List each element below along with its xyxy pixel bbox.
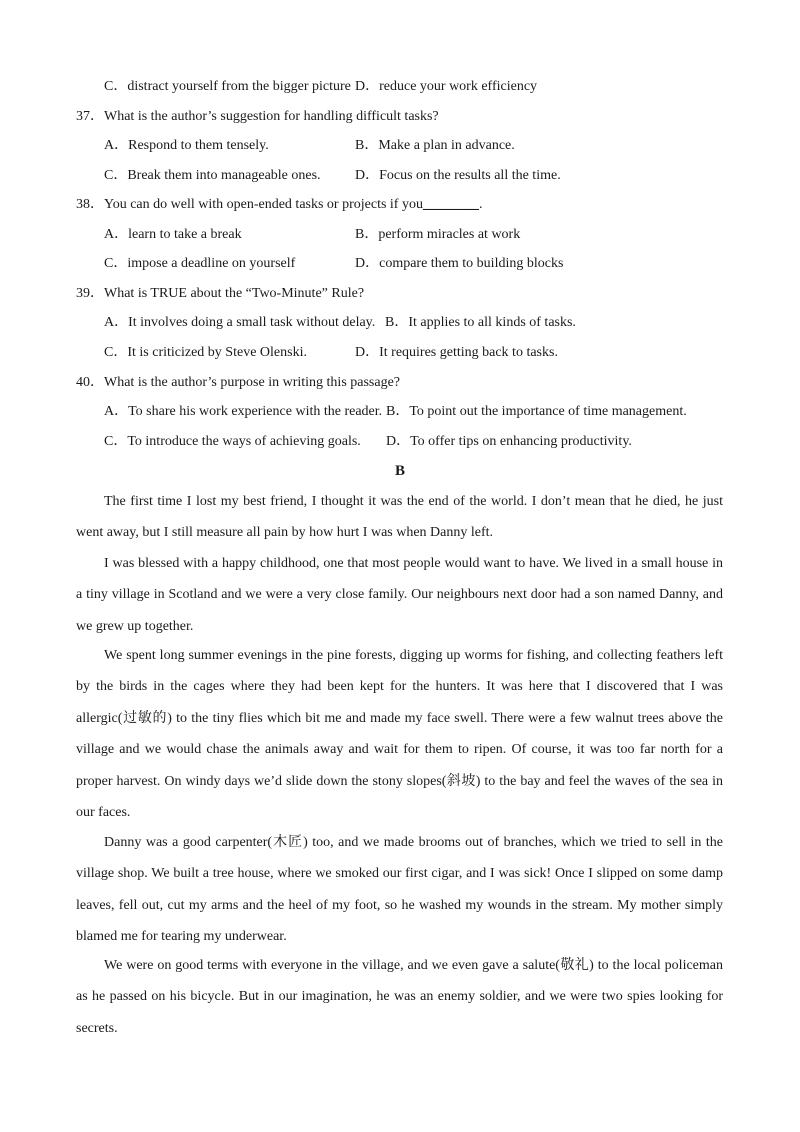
passage-paragraph-1 xyxy=(76,486,723,549)
paragraph-text: Danny was a good carpenter(木匠) too, and we made brooms out of branches, which we tried to sell in the village shop. We built a tree house, where we smoked our first cigar, and I was sick! Once I slipped on some damp leaves, fell out, cut my arms and the heel of my foot, so he washed my wounds in the stream. My mother simply blamed me for tearing my underwear. xyxy=(76,835,723,945)
passage-paragraph-5 xyxy=(76,950,723,1044)
q39-option-d[interactable]: D．It requires getting back to tasks. xyxy=(355,345,558,360)
q39-option-b[interactable]: B．It applies to all kinds of tasks. xyxy=(385,315,576,330)
q38-stem-text: 38．You can do well with open-ended tasks or projects if you xyxy=(76,197,423,212)
q37-option-c[interactable]: C．Break them into manageable ones. xyxy=(104,168,321,183)
q36-option-d[interactable]: D．reduce your work efficiency xyxy=(355,79,538,94)
q38-option-c[interactable]: C．impose a deadline on yourself xyxy=(104,256,296,271)
paragraph-text: The first time I lost my best friend, I thought it was the end of the world. I don’t mean that he died, he just went away, but I still measure all pain by how hurt I was when Danny left. xyxy=(76,494,723,541)
q37-option-a[interactable]: A．Respond to them tensely. xyxy=(104,138,269,153)
q39-stem: 39．What is TRUE about the “Two-Minute” Rule? xyxy=(76,286,365,301)
q38-option-a[interactable]: A．learn to take a break xyxy=(104,227,242,242)
paragraph-text: We spent long summer evenings in the pine forests, digging up worms for fishing, and collecting feathers left by the birds in the cages where they had been kept for the hunters. It was here that I discovered that I was allergic(过敏的) to the tiny flies which bit me and made my face swell. There were a few walnut trees above the village and we would chase the animals away and wait for them to ripen. Of course, it was too far north for a proper harvest. On windy days we’d slide down the stony slopes(斜坡) to the bay and feel the waves of the sea in our faces. xyxy=(76,648,723,821)
q40-stem: 40．What is the author’s purpose in writing this passage? xyxy=(76,375,401,390)
q38-option-d[interactable]: D．compare them to building blocks xyxy=(355,256,564,271)
q40-option-b[interactable]: B．To point out the importance of time management. xyxy=(386,404,687,419)
q37-option-b[interactable]: B．Make a plan in advance. xyxy=(355,138,515,153)
q37-stem: 37．What is the author’s suggestion for handling difficult tasks? xyxy=(76,109,439,124)
q37-option-d[interactable]: D．Focus on the results all the time. xyxy=(355,168,561,183)
section-heading: B xyxy=(394,463,405,479)
passage-paragraph-2 xyxy=(76,548,723,642)
passage-paragraph-4 xyxy=(76,827,723,953)
q38-stem xyxy=(76,196,482,214)
paragraph-text: I was blessed with a happy childhood, one that most people would want to have. We lived in a small house in a tiny village in Scotland and we were a very close family. Our neighbours next door had a son named Danny, and we grew up together. xyxy=(76,556,723,634)
q40-option-a[interactable]: A．To share his work experience with the reader. xyxy=(104,404,383,419)
q36-option-c[interactable]: C．distract yourself from the bigger picture xyxy=(104,79,351,94)
passage-paragraph-3 xyxy=(76,640,723,828)
q38-option-b[interactable]: B．perform miracles at work xyxy=(355,227,521,242)
q38-blank: ________ xyxy=(422,197,479,212)
q39-option-a[interactable]: A．It involves doing a small task without delay. xyxy=(104,315,376,330)
paragraph-text: We were on good terms with everyone in the village, and we even gave a salute(敬礼) to the local policeman as he passed on his bicycle. But in our imagination, he was an enemy soldier, and we were two spies looking for secrets. xyxy=(76,958,723,1036)
q39-option-c[interactable]: C．It is criticized by Steve Olenski. xyxy=(104,345,307,360)
q40-option-c[interactable]: C．To introduce the ways of achieving goals. xyxy=(104,434,361,449)
q40-option-d[interactable]: D．To offer tips on enhancing productivity. xyxy=(386,434,632,449)
q38-stem-end: . xyxy=(478,197,483,212)
